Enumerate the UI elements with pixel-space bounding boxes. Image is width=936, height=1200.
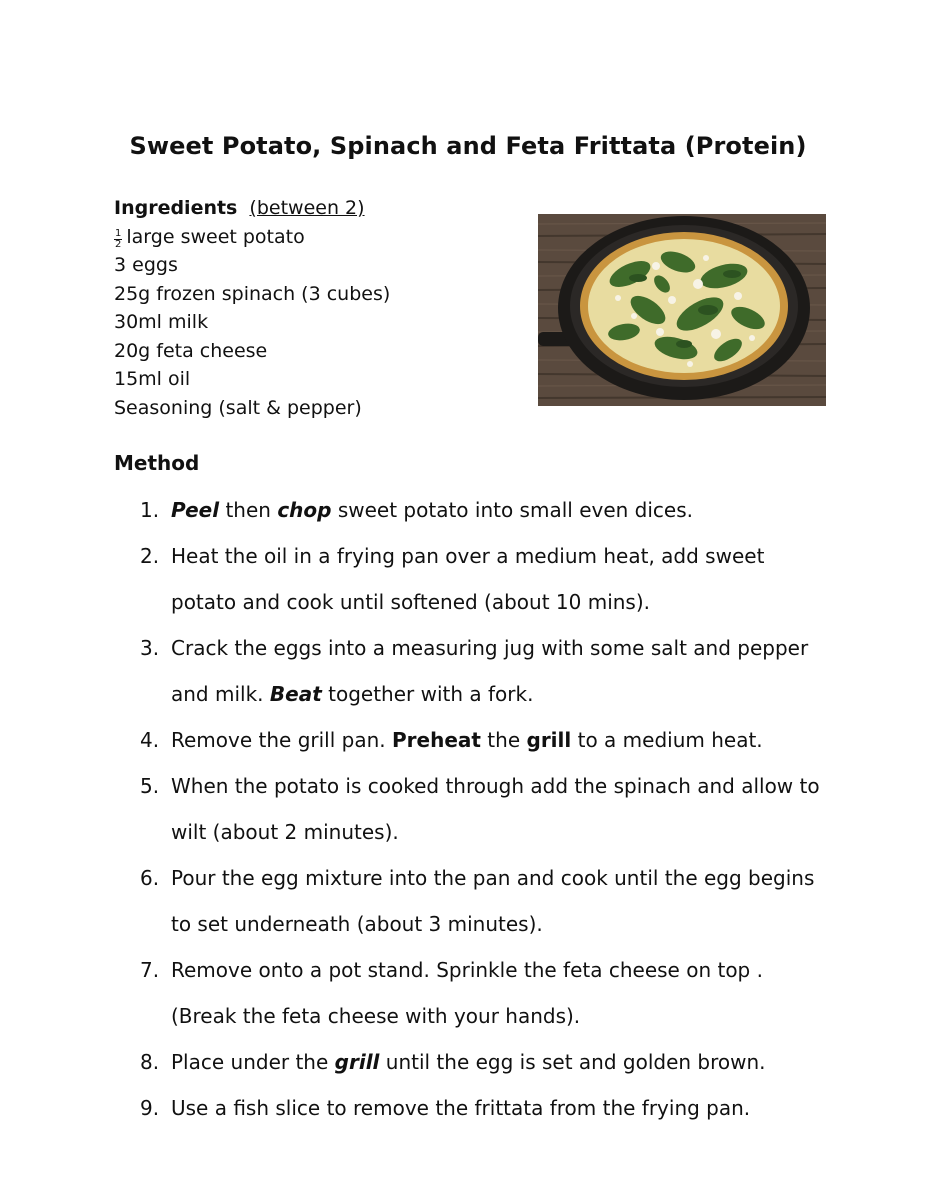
step-text: Heat the oil in a frying pan over a medium heat, add sweet potato and cook until softened (about 10 mins). [171,544,765,614]
ingredient-item: $\frac{1}{2}$ large sweet potato [115,225,305,250]
step-text: Use a fish slice to remove the frittata from the frying pan. [171,1096,751,1120]
page-title: Sweet Potato, Spinach and Feta Frittata (Protein) [129,132,807,160]
frittata-photo [538,214,826,406]
step-number: 3. [140,636,160,660]
ingredient-item: Seasoning (salt & pepper) [114,396,362,419]
method-step [114,1039,834,1085]
step-number: 8. [140,1050,160,1074]
method-step [114,1085,834,1131]
step-text: Remove the grill pan. [171,728,392,752]
method-heading: Method [114,451,200,475]
step-text: until the egg is set and golden brown. [379,1050,766,1074]
method-step [114,763,834,855]
step-text: grill [334,1050,380,1074]
step-number: 6. [140,866,160,890]
step-text: sweet potato into small even dices. [331,498,693,522]
method-steps [114,487,834,1131]
step-text: Place under the [171,1050,335,1074]
method-step [114,533,834,625]
step-number: 2. [140,544,160,568]
step-number: 9. [140,1096,160,1120]
step-text: Crack the eggs into a measuring jug with some salt and pepper and milk. [171,636,809,706]
step-text: the [480,728,527,752]
ingredients-section [114,194,514,422]
half-fraction: $\frac{1}{2}$ [115,227,122,250]
step-text: to a medium heat. [571,728,763,752]
frittata-in-pan-illustration [538,214,826,406]
step-number: 1. [140,498,160,522]
step-text: Pour the egg mixture into the pan and cook until the egg begins to set underneath (about 3 minutes). [171,866,815,936]
method-step [114,855,834,947]
ingredient-item: 30ml milk [114,311,209,333]
method-step [114,487,834,533]
step-text: then [219,498,278,522]
step-text: together with a fork. [321,682,534,706]
serving-size: (between 2) [249,197,365,219]
method-step [114,947,834,1039]
step-text: Remove onto a pot stand. Sprinkle the feta cheese on top . (Break the feta cheese with your hands). [171,958,763,1028]
method-step [114,625,834,717]
ingredients-heading: Ingredients [114,197,238,219]
step-text: Preheat [392,728,481,752]
ingredient-item: 15ml oil [114,368,191,390]
step-text: chop [277,498,332,522]
step-number: 7. [140,958,160,982]
step-text: Beat [269,682,322,706]
step-number: 5. [140,774,160,798]
step-text: Peel [171,498,220,522]
step-text: When the potato is cooked through add the spinach and allow to wilt (about 2 minutes). [171,774,820,844]
ingredient-item: 3 eggs [114,254,178,276]
step-text: grill [526,728,572,752]
method-step [114,717,834,763]
ingredients-heading-row [114,194,514,223]
ingredient-item: 20g feta cheese [114,339,268,362]
ingredient-item: 25g frozen spinach (3 cubes) [114,282,391,305]
step-number: 4. [140,728,160,752]
